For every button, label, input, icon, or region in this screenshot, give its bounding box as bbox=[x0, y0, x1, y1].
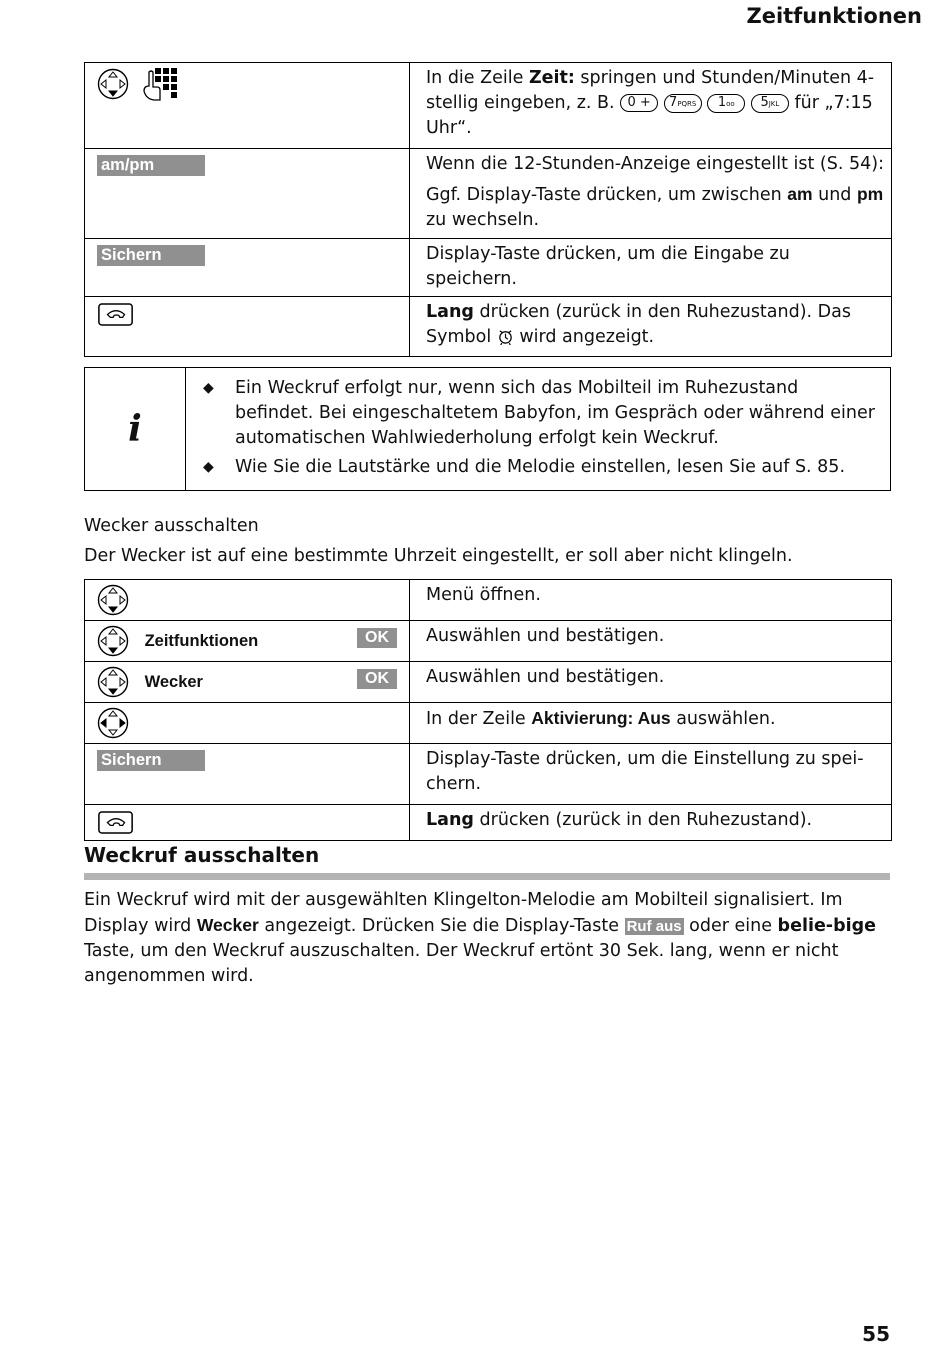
step-icon-cell bbox=[85, 580, 410, 621]
instruction-table-time-entry bbox=[84, 62, 892, 357]
info-list bbox=[185, 368, 890, 484]
key-0-icon: 0 + bbox=[620, 94, 658, 112]
step-text: Auswählen und bestätigen. bbox=[410, 662, 892, 703]
keypad-icon bbox=[141, 67, 177, 101]
step-icon-cell bbox=[85, 662, 410, 703]
step-text-line: Ggf. Display-Taste drücken, um zwischen am und pm zu wechseln. bbox=[426, 184, 884, 230]
step-icon-cell bbox=[85, 805, 410, 841]
step-text-line: Wenn die 12-Stunden-Anzeige eingestellt ist (S. 54): bbox=[426, 154, 884, 174]
step-text bbox=[410, 149, 892, 239]
running-header: Zeitfunktionen bbox=[746, 4, 922, 28]
menu-item-zeitfunktionen: Zeitfunktionen bbox=[144, 631, 259, 650]
nav-key-down-icon bbox=[97, 584, 129, 616]
step-text-part: für „7:15 Uhr“. bbox=[426, 93, 873, 138]
instruction-table-alarm-off bbox=[84, 579, 892, 841]
step-text: Display-Taste drücken, um die Einstellung zu spei-chern. bbox=[410, 744, 892, 805]
step-icon-cell bbox=[85, 149, 410, 239]
table-row bbox=[85, 63, 892, 149]
step-text: Menü öffnen. bbox=[410, 580, 892, 621]
softkey-am-pm: am/pm bbox=[97, 155, 205, 176]
intro-paragraph: Der Wecker ist auf eine bestimmte Uhrzeit eingestellt, er soll aber nicht klingeln. bbox=[84, 546, 793, 566]
step-icon-cell bbox=[85, 239, 410, 297]
alarm-clock-icon bbox=[497, 328, 514, 345]
info-note-box bbox=[84, 367, 891, 491]
option-am: am bbox=[787, 184, 813, 204]
option-pm: pm bbox=[856, 184, 884, 204]
list-item: ◆ Ein Weckruf erfolgt nur, wenn sich das Mobilteil im Ruhezustand befindet. Bei eingeschaltetem Babyfon, im Gespräch oder während einer automatischen Wahlwiederholung erfolgt kein Weckruf. bbox=[203, 378, 875, 448]
subsection-title: Wecker ausschalten bbox=[84, 516, 259, 536]
table-row bbox=[85, 662, 892, 703]
step-icon-cell bbox=[85, 744, 410, 805]
end-call-key-icon bbox=[97, 809, 135, 836]
body-paragraph: Ein Weckruf wird mit der ausgewählten Klingelton-Melodie am Mobilteil signalisiert. Im Display wird Wecker angezeigt. Drücken Sie die Display-Taste Ruf aus oder eine belie-bige Taste, um den Weckruf auszuschalten. Der Weckruf ertönt 30 Sek. lang, wenn er nicht angenommen wird. bbox=[84, 890, 876, 986]
step-icon-cell bbox=[85, 703, 410, 744]
table-row bbox=[85, 621, 892, 662]
bullet-diamond-icon: ◆ bbox=[203, 459, 214, 475]
section-divider bbox=[84, 873, 890, 880]
bullet-diamond-icon: ◆ bbox=[203, 380, 214, 396]
nav-key-down-icon bbox=[97, 625, 129, 657]
menu-item-wecker: Wecker bbox=[144, 672, 203, 691]
table-row bbox=[85, 805, 892, 841]
list-item: ◆ Wie Sie die Lautstärke und die Melodie einstellen, lesen Sie auf S. 85. bbox=[185, 455, 880, 480]
step-text-part: In die Zeile bbox=[426, 68, 529, 88]
nav-key-down-icon bbox=[97, 666, 129, 698]
table-row bbox=[85, 149, 892, 239]
field-name-zeit: Zeit: bbox=[528, 68, 575, 88]
table-row bbox=[85, 239, 892, 297]
step-text: In der Zeile Aktivierung: Aus auswählen. bbox=[410, 703, 892, 744]
page-number: 55 bbox=[862, 1322, 890, 1346]
softkey-sichern: Sichern bbox=[97, 245, 205, 266]
step-icon-cell bbox=[85, 297, 410, 357]
step-icon-cell bbox=[85, 621, 410, 662]
step-text: Lang drücken (zurück in den Ruhezustand). Das Symbol wird angezeigt. bbox=[410, 297, 892, 357]
step-text: Lang drücken (zurück in den Ruhezustand). bbox=[410, 805, 892, 841]
step-text: Auswählen und bestätigen. bbox=[410, 621, 892, 662]
key-1-icon: 1oo bbox=[707, 94, 745, 113]
section-heading: Weckruf ausschalten bbox=[84, 843, 320, 867]
setting-aktivierung-aus: Aktivierung: Aus bbox=[531, 708, 671, 728]
end-call-key-icon bbox=[97, 301, 135, 328]
step-text bbox=[410, 63, 892, 149]
display-text-wecker: Wecker bbox=[196, 915, 259, 935]
softkey-ok: OK bbox=[357, 669, 397, 689]
key-7-icon: 7PQRS bbox=[664, 94, 702, 113]
key-5-icon: 5JKL bbox=[751, 94, 789, 113]
table-row bbox=[85, 580, 892, 621]
step-text-part: springen und Stunden/Minuten 4-stellig eingeben, z. B. bbox=[426, 68, 875, 113]
table-row bbox=[85, 297, 892, 357]
nav-key-down-icon bbox=[97, 68, 129, 100]
step-text: Display-Taste drücken, um die Eingabe zu speichern. bbox=[410, 239, 892, 297]
softkey-ruf-aus: Ruf aus bbox=[626, 918, 682, 935]
softkey-ok: OK bbox=[357, 628, 397, 648]
softkey-sichern: Sichern bbox=[97, 750, 205, 771]
info-icon: i bbox=[85, 368, 186, 490]
nav-key-left-right-icon bbox=[97, 707, 129, 739]
step-icon-cell bbox=[85, 63, 410, 149]
table-row bbox=[85, 744, 892, 805]
table-row bbox=[85, 703, 892, 744]
